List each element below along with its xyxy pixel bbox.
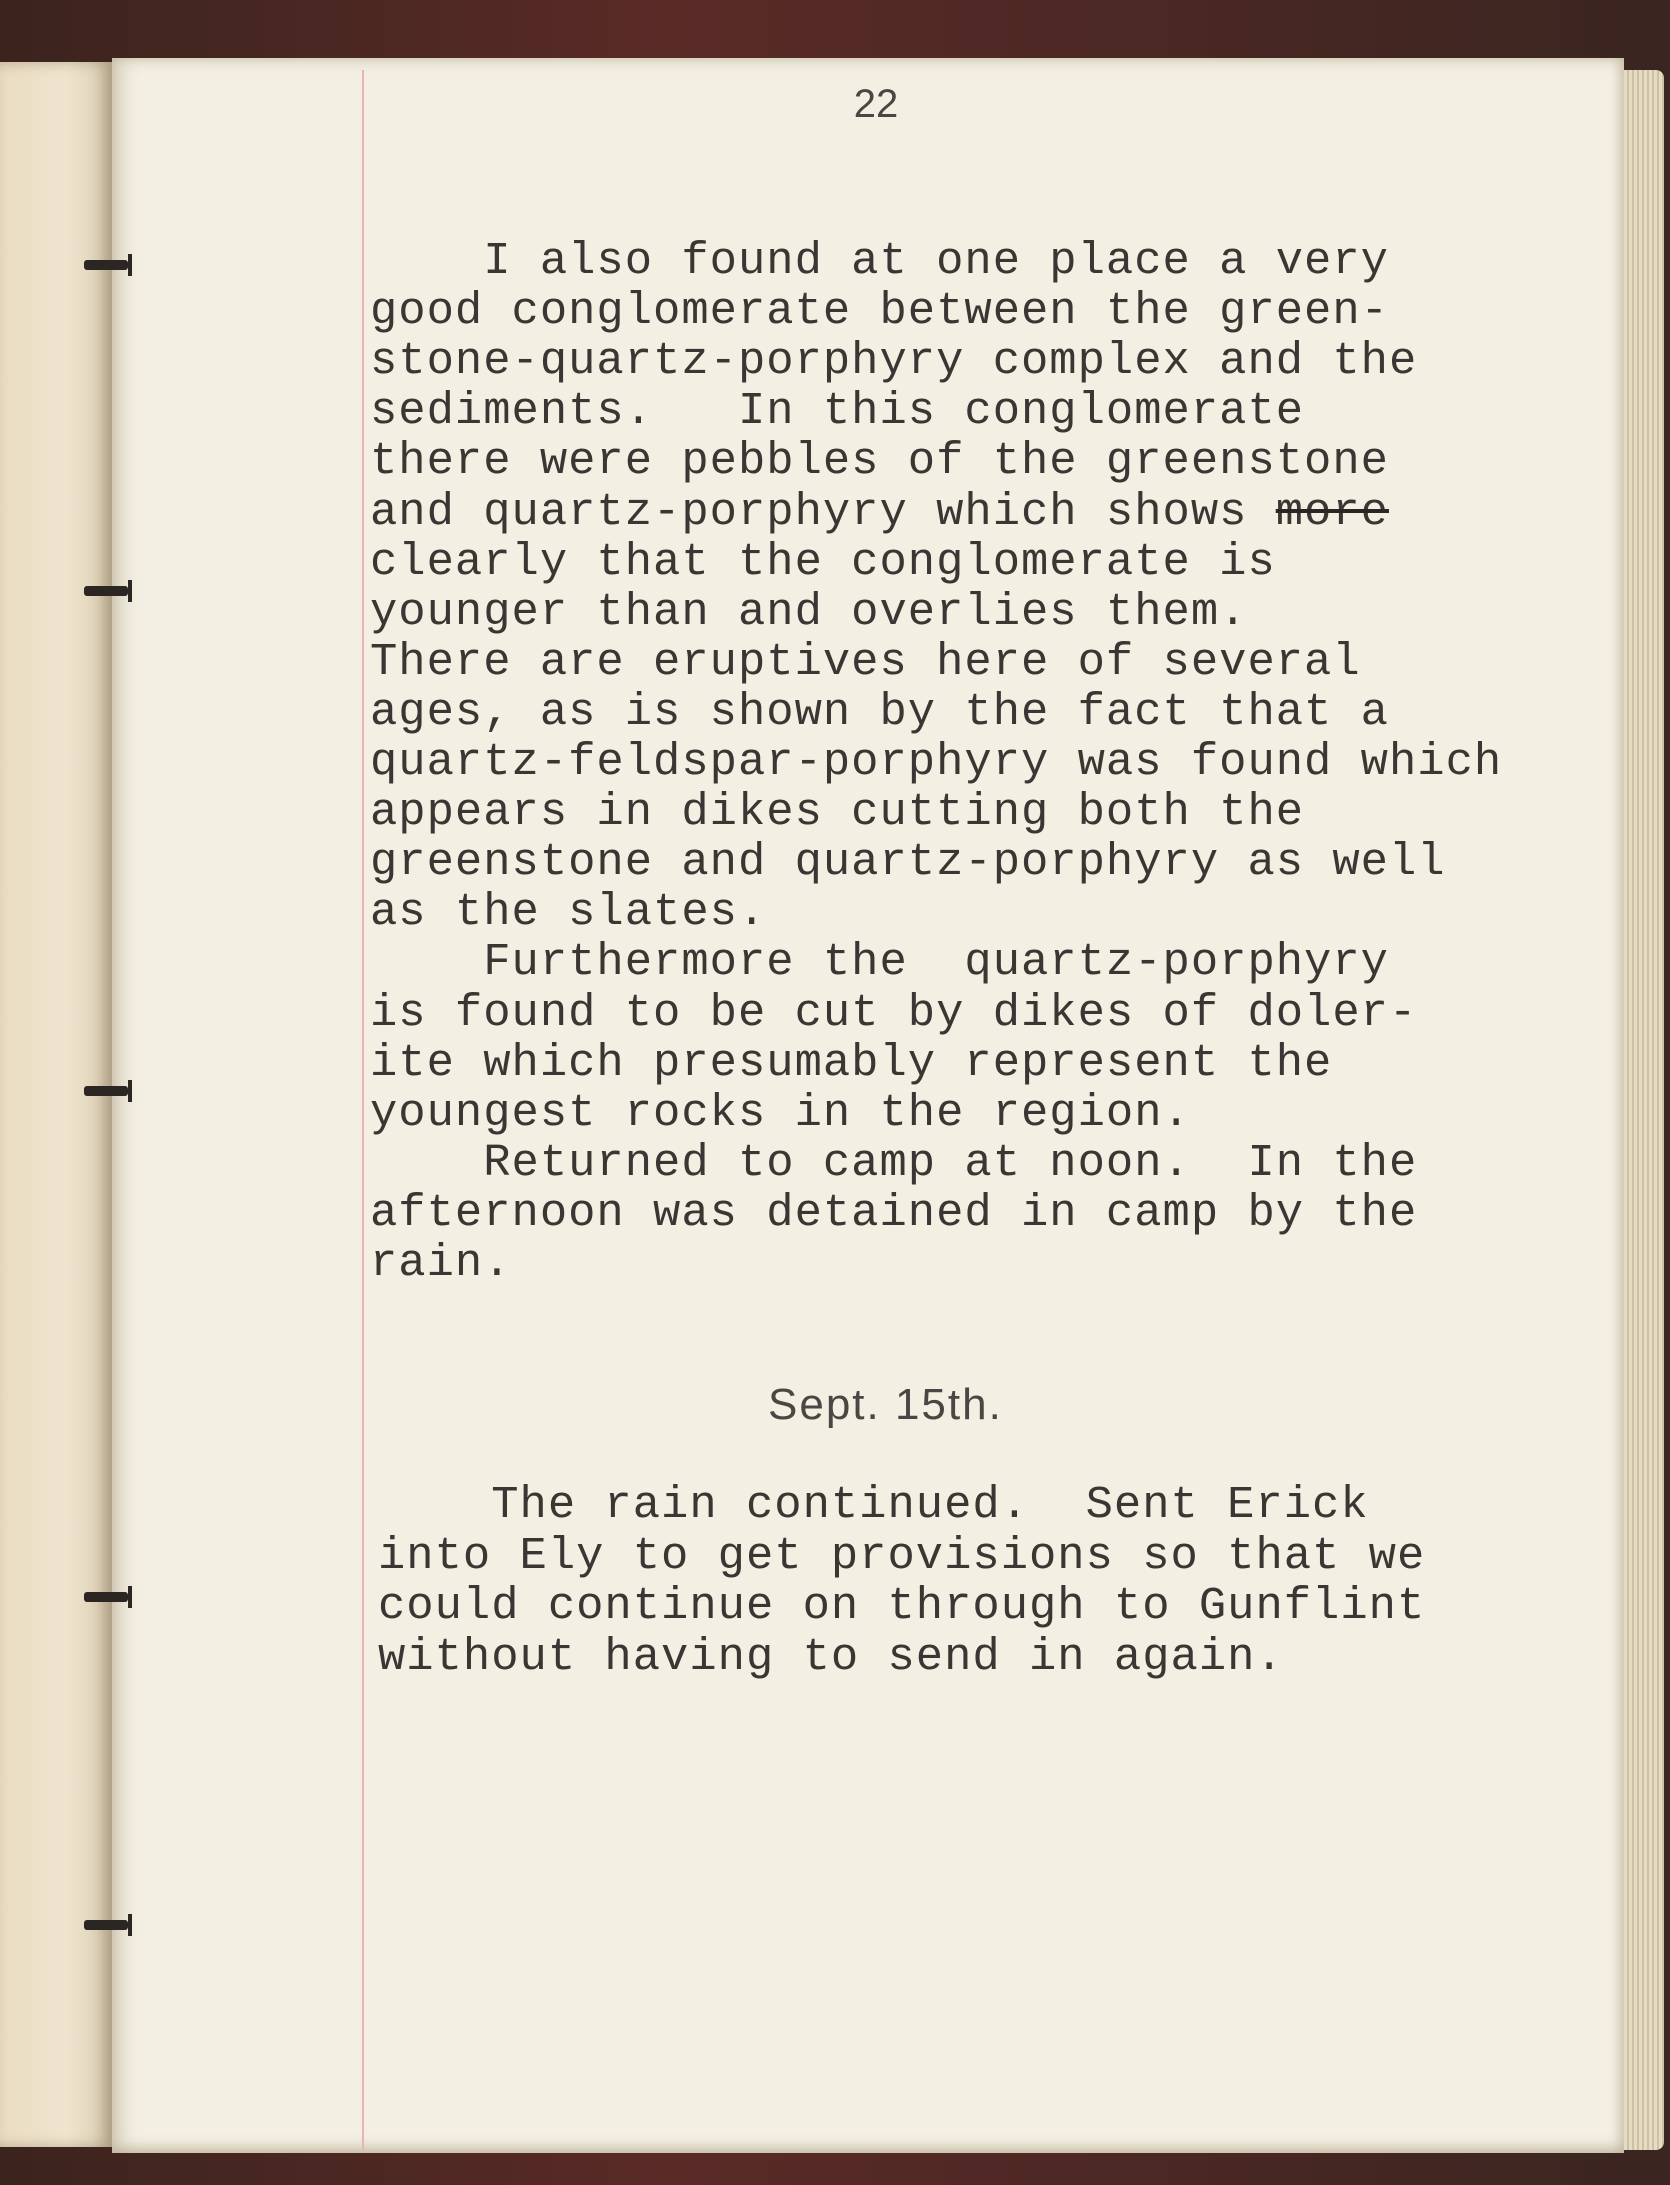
binding-ring — [84, 260, 128, 270]
struck-word: more — [1275, 485, 1389, 538]
typed-line: The rain continued. Sent Erick — [378, 1479, 1369, 1531]
date-heading: Sept. 15th. — [768, 1380, 1003, 1429]
typed-line: stone-quartz-porphyry complex and the — [370, 335, 1418, 388]
typed-line: appears in dikes cutting both the — [370, 786, 1305, 839]
binding-ring — [84, 1086, 128, 1096]
red-margin-line — [362, 70, 364, 2150]
typed-line: into Ely to get provisions so that we — [378, 1529, 1426, 1582]
typed-line: and quartz-porphyry which shows more — [370, 485, 1389, 538]
binding-ring — [84, 1920, 128, 1930]
typed-line: ages, as is shown by the fact that a — [370, 685, 1389, 738]
typed-line: There are eruptives here of several — [370, 635, 1361, 688]
typed-line: youngest rocks in the region. — [370, 1086, 1191, 1139]
typed-line: afternoon was detained in camp by the — [370, 1186, 1418, 1239]
facing-page-edge — [0, 62, 112, 2147]
typed-line: clearly that the conglomerate is — [370, 535, 1276, 588]
typed-line: as the slates. — [370, 886, 767, 939]
page-stack-edges — [1624, 70, 1664, 2150]
typed-line: Returned to camp at noon. In the — [370, 1136, 1418, 1189]
typed-line: there were pebbles of the greenstone — [370, 435, 1389, 488]
binding-ring — [84, 586, 128, 596]
typed-line: rain. — [370, 1237, 512, 1289]
typed-line: I also found at one place a very — [370, 235, 1389, 287]
typed-line: sediments. In this conglomerate — [370, 385, 1305, 438]
typed-line: good conglomerate between the green- — [370, 285, 1389, 338]
typed-line: quartz-feldspar-porphyry was found which — [370, 736, 1503, 788]
binding-ring — [84, 1592, 128, 1602]
typed-line: younger than and overlies them. — [370, 585, 1248, 638]
typed-line: without having to send in again. — [378, 1630, 1284, 1683]
typed-line: greenstone and quartz-porphyry as well — [370, 836, 1446, 889]
typed-line: could continue on through to Gunflint — [378, 1580, 1426, 1632]
page-number: 22 — [853, 82, 899, 126]
typed-line: is found to be cut by dikes of doler- — [370, 986, 1418, 1039]
typed-line: Furthermore the quartz-porphyry — [370, 936, 1389, 989]
typed-line: ite which presumably represent the — [370, 1036, 1333, 1089]
